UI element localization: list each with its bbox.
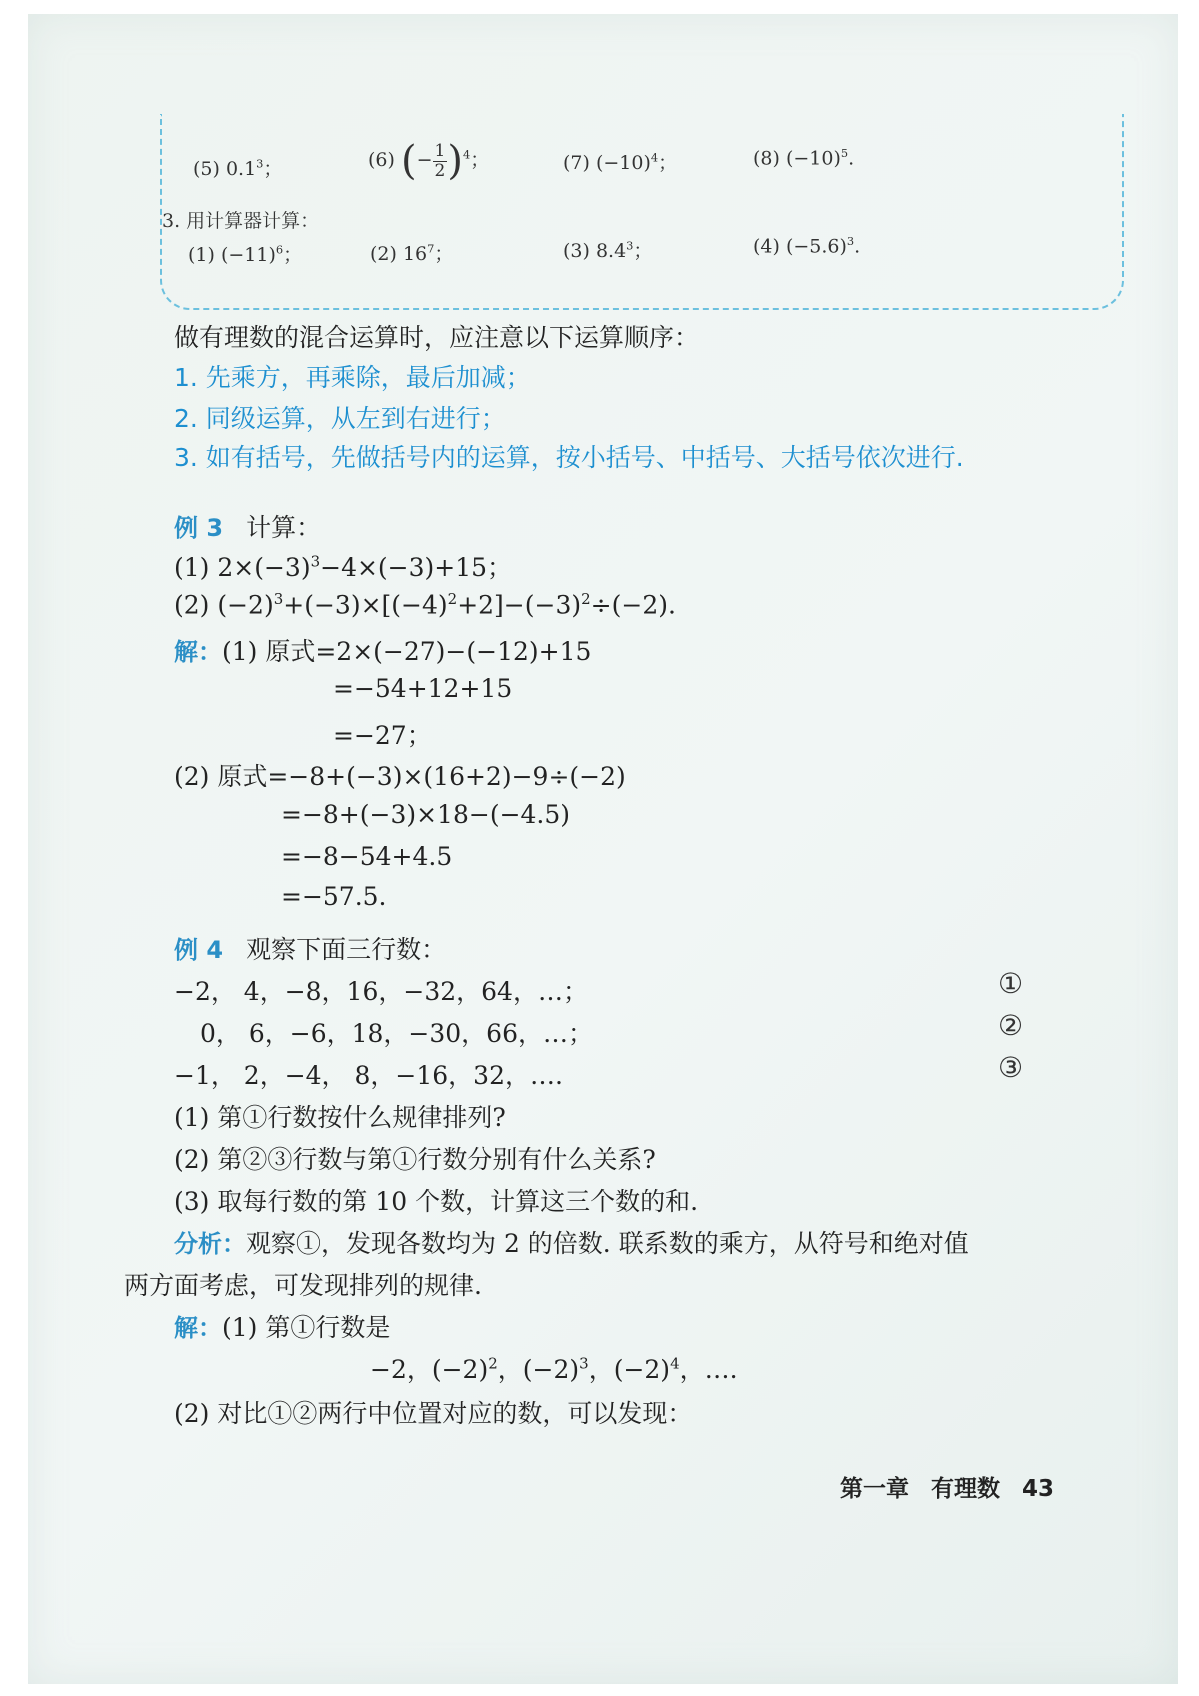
solution-label: 解： <box>174 638 222 666</box>
question-1: (1) 第①行数按什么规律排列? <box>174 1103 506 1132</box>
row-marker-1: ① <box>998 967 1024 1000</box>
exercise-3-title: 3. 用计算器计算： <box>162 210 320 232</box>
rule-2: 2. 同级运算，从左到右进行； <box>174 404 506 433</box>
exercise-5: (5) $0.1^3$； <box>193 156 283 180</box>
example-3-problem-2: (2) $(-2)^3+(-3)\times[(-4)^2+2]-(-3)^2\div(-2)$. <box>174 590 676 620</box>
example-4-header <box>174 930 446 966</box>
calc-2: (2) $16^7$； <box>370 241 454 265</box>
page-number: 43 <box>1022 1476 1055 1502</box>
calc-3: (3) $8.4^3$； <box>563 238 653 262</box>
rule-3: 3. 如有括号，先做括号内的运算，按小括号、中括号、大括号依次进行. <box>174 443 964 472</box>
exercise-8: (8) $(-10)^5$. <box>753 146 855 170</box>
example-4-title: 观察下面三行数： <box>246 935 447 964</box>
calc-1: (1) $(-11)^6$； <box>188 242 303 266</box>
calc-4: (4) $(-5.6)^3$. <box>753 234 861 258</box>
solution-1-step-2: =−54+12+15 <box>333 674 513 703</box>
solution-2-step-4: =−57.5. <box>281 882 387 911</box>
example-3-title: 计算： <box>246 513 322 542</box>
textbook-page <box>28 14 1178 1684</box>
solution-1-step-3: =−27； <box>333 721 432 750</box>
solution-2-step-3: =−8−54+4.5 <box>281 842 453 871</box>
example-3-label: 例 3 <box>174 514 224 542</box>
example-4-solution-1: 解：(1) 第①行数是 <box>174 1313 391 1342</box>
example-4-label: 例 4 <box>174 936 224 964</box>
exercise-7: (7) $(-10)^4$； <box>563 150 678 174</box>
sequence-formula: −2，$(-2)^2$，$(-2)^3$，$(-2)^4$，…. <box>370 1354 738 1384</box>
rule-1: 1. 先乘方，再乘除，最后加减； <box>174 363 531 392</box>
analysis-line-1: 分析：观察①，发现各数均为 2 的倍数. 联系数的乘方，从符号和绝对值 <box>174 1229 969 1258</box>
analysis-line-2: 两方面考虑，可发现排列的规律. <box>124 1271 482 1300</box>
example-3-problem-1: (1) $2\times(-3)^3-4\times(-3)+15$； <box>174 552 513 582</box>
solution-2-step-2: =−8+(−3)×18−(−4.5) <box>281 800 571 829</box>
analysis-label: 分析： <box>174 1230 246 1258</box>
solution-2-step-1: (2) 原式=−8+(−3)×(16+2)−9÷(−2) <box>174 762 626 791</box>
number-row-1: −2， 4，−8，16，−32，64，…； <box>174 977 588 1006</box>
row-marker-2: ② <box>998 1009 1024 1042</box>
number-row-3: −1， 2，−4， 8，−16，32，…. <box>174 1061 563 1090</box>
page-footer <box>840 1470 1054 1503</box>
example-4-solution-2: (2) 对比①②两行中位置对应的数，可以发现： <box>174 1399 693 1428</box>
rules-intro: 做有理数的混合运算时，应注意以下运算顺序： <box>174 323 700 352</box>
exercise-6: (6) (− $\frac{1}{2}$ )$^4$； <box>368 138 490 184</box>
question-3: (3) 取每行数的第 10 个数，计算这三个数的和. <box>174 1187 699 1216</box>
solution-label-2: 解： <box>174 1314 222 1342</box>
question-2: (2) 第②③行数与第①行数分别有什么关系? <box>174 1145 656 1174</box>
chapter-title: 有理数 <box>931 1476 1001 1502</box>
example-3-solution-1: 解：(1) 原式=2×(−27)−(−12)+15 <box>174 637 592 666</box>
chapter-label: 第一章 <box>840 1476 909 1502</box>
row-marker-3: ③ <box>998 1051 1024 1084</box>
example-3-header <box>174 508 321 544</box>
number-row-2: 0， 6，−6，18，−30，66，…； <box>200 1019 593 1048</box>
